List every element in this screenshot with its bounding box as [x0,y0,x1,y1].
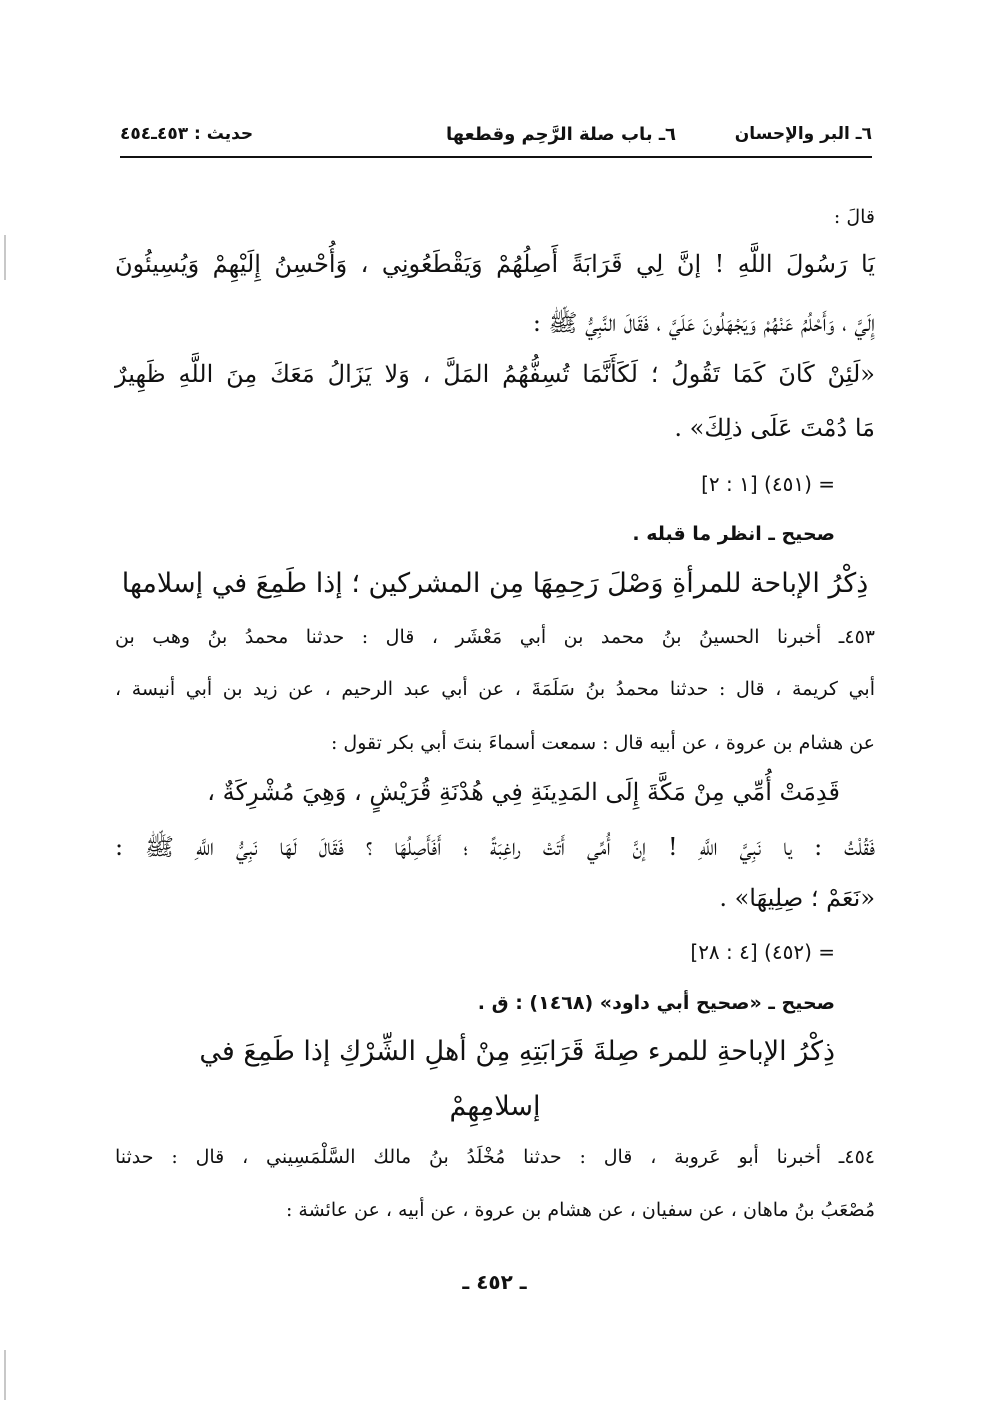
hadith-text-line: يَا رَسُولَ اللَّهِ ! إنَّ لِي قَرَابَةً أَصِلُهُمْ وَيَقْطَعُونِي ، وَأُحْسِنُ إِلَيْهِمْ وَيُسِيئُونَ [115,250,875,278]
hadith-text-line: «لَئِنْ كَانَ كَمَا تَقُولُ ؛ لَكَأَنَّمَا تُسِفُّهُمُ المَلَّ ، وَلا يَزَالُ مَعَكَ مِنَ اللَّهِ ظَهِيرٌ [115,360,875,388]
hadith-grade: صحيح ـ «صحيح أبي داود» (١٤٦٨) : ق . [477,992,835,1014]
qaal-line: قالَ : [833,206,875,228]
header-hadith-range: حديث : ٤٥٣ـ٤٥٤ [120,124,254,144]
hadith-text-line: إِلَيَّ ، وَأَحْلُمُ عَنْهُمْ وَيَجْهَلُونَ عَلَيَّ ، فَقَالَ النَّبِيُّ ﷺ : [532,309,875,337]
scan-edge-mark-top [4,235,6,280]
header-book-title: ٦ـ البر والإحسان [734,124,872,144]
header-chapter-title: ٦ـ باب صلة الرَّحِم وقطعها [445,124,676,145]
header-divider [120,156,872,158]
isnad-line: أبي كريمة ، قال : حدثنا محمدُ بنُ سَلَمَةَ ، عن أبي عبد الرحيم ، عن زيد بن أبي أنيسة ، [115,678,875,700]
hadith-text-line: مَا دُمْتَ عَلَى ذلِكَ» . [674,414,875,442]
section-title: إسلامِهِمْ [449,1091,541,1122]
scan-edge-mark-bottom [4,1350,6,1400]
isnad-line: عن هشام بن عروة ، عن أبيه قال : سمعت أسماءَ بنتَ أبي بكر تقول : [330,732,875,754]
page-header [120,120,872,154]
section-title: ذِكْرُ الإباحةِ للمرء صِلةَ قَرَابَتِهِ مِنْ أهلِ الشِّرْكِ إذا طَمِعَ في [199,1036,835,1067]
cross-reference: = (٤٥١) [١ : ٢] [701,472,835,496]
hadith-text-line: «نَعَمْ ؛ صِلِيهَا» . [719,884,875,912]
page-number: ـ ٤٥٢ ـ [462,1270,527,1294]
hadith-grade: صحيح ـ انظر ما قبله . [632,523,835,545]
isnad-line: ٤٥٣ـ أخبرنا الحسينُ بنُ محمد بن أبي مَعْشَر ، قال : حدثنا محمدُ بنُ وهب بن [115,626,875,648]
hadith-text-line: قَدِمَتْ أُمِّي مِنْ مَكَّةَ إِلَى المَدِينَةِ فِي هُدْنَةِ قُرَيْشٍ ، وَهِيَ مُشْرِكَةٌ ، [207,778,840,806]
cross-reference: = (٤٥٢) [٤ : ٢٨] [690,940,835,964]
isnad-line: مُصْعَبُ بنُ ماهان ، عن سفيان ، عن هشام بن عروة ، عن أبيه ، عن عائشة : [285,1199,875,1221]
section-title: ذِكْرُ الإباحة للمرأةِ وَصْلَ رَحِمِهَا مِن المشركين ؛ إذا طَمِعَ في إسلامها [121,568,869,599]
isnad-line: ٤٥٤ـ أخبرنا أبو عَروبة ، قال : حدثنا مُخْلَدُ بنُ مالك السَّلْمَسِيني ، قال : حدثنا [115,1146,875,1168]
hadith-text-line: فَقُلْتُ : يا نَبِيَّ اللَّهِ ! إنَّ أُمِّي أَتَتْ راغِبَةً ؛ أَفَأَصِلُهَا ؟ فَقَالَ لَهَا نَبِيُّ اللَّهِ ﷺ : [115,833,875,861]
